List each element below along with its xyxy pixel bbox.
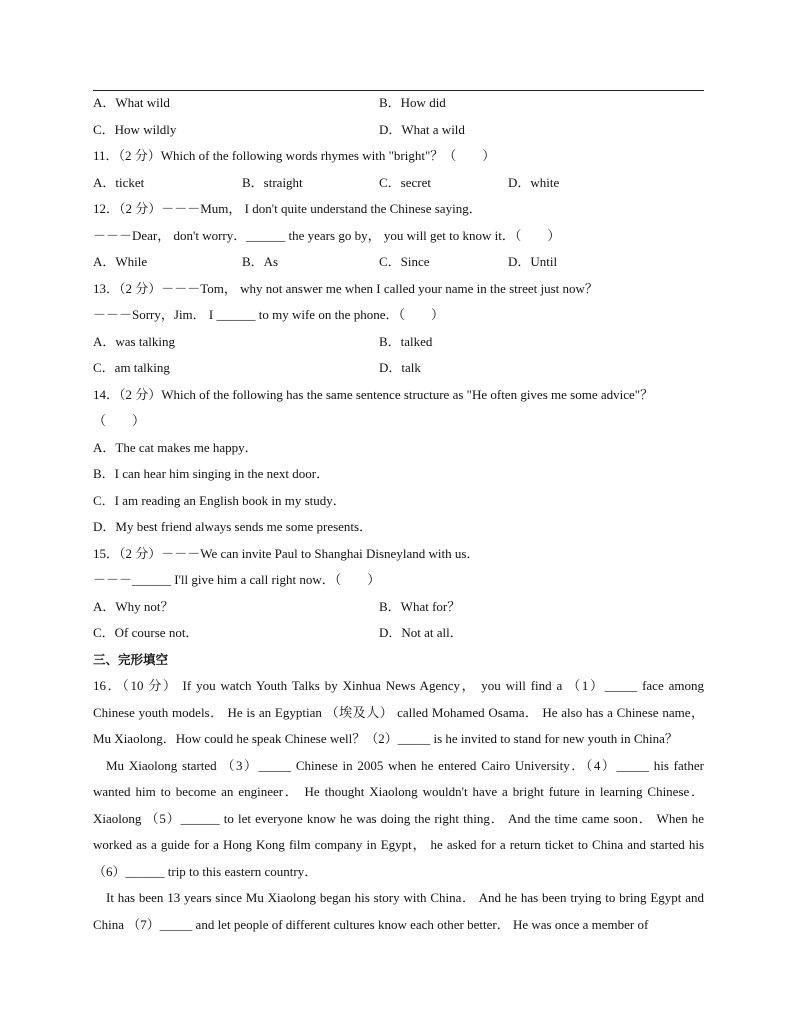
exam-page (93, 90, 704, 938)
q15-options-row2 (93, 620, 704, 647)
q14-option-d: D．My best friend always sends me some presents． (93, 519, 373, 534)
q12-option-a: A．While (93, 254, 148, 269)
q15-option-d: D．Not at all． (379, 625, 463, 640)
q14-option-b: B．I can hear him singing in the next door． (93, 466, 330, 481)
q15-options-row1 (93, 594, 704, 621)
q12-options (93, 249, 704, 276)
q10-options-row2 (93, 117, 704, 144)
q12-option-d: D．Until (508, 254, 558, 269)
q15-option-b: B．What for？ (379, 598, 461, 614)
q12-stem: 12．（2 分）－－－Mum， I don't quite understand the Chinese saying． (93, 201, 482, 216)
q12-option-c: C．Since (379, 254, 430, 269)
q13-option-b: B．talked (379, 333, 433, 349)
q16-paragraph-3: It has been 13 years since Mu Xiaolong began his story with China． And he has been trying to bring Egypt and China （7）_____ and let people of different cultures know each other better． He was once a member of (93, 890, 704, 932)
q11-stem: 11．（2 分）Which of the following words rhymes with "bright"？（ ） (93, 148, 496, 163)
q11-option-b: B．straight (242, 174, 303, 190)
section-title-cloze: 三、完形填空 (93, 651, 169, 667)
q13-stem: 13．（2 分）－－－Tom， why not answer me when I called your name in the street just now？ (93, 280, 598, 296)
q10-option-a: A．What wild (93, 95, 170, 110)
q14-stem: 14．（2 分）Which of the following has the same sentence structure as "He often gives me some advice"？ (93, 386, 654, 402)
q15-option-c: C．Of course not． (93, 625, 199, 640)
q16-paragraph-2: Mu Xiaolong started （3）_____ Chinese in 2005 when he entered Cairo University．（4）_____ his father wanted him to become an engineer． He thought Xiaolong wouldn't have a bright future in learning Chinese． Xiaolong （5）______ to let everyone know he was doing the right thing． And the time came soon． When he worked as a guide for a Hong Kong film company in Egypt， he asked for a return ticket to China and started his （6）______ trip to this eastern country． (93, 757, 704, 879)
q13-option-a: A．was talking (93, 333, 175, 349)
q13-line2: －－－Sorry，Jim． I ______ to my wife on the phone．（ ） (93, 307, 444, 322)
q15-line2: －－－______ I'll give him a call right now．（ ） (93, 572, 381, 587)
q13-option-c: C．am talking (93, 360, 170, 375)
q12-line2: －－－Dear， don't worry．______ the years go by， you will get to know it．（ ） (93, 227, 561, 243)
q14-option-c: C．I am reading an English book in my study． (93, 492, 346, 508)
q10-options-row1 (93, 90, 704, 117)
q10-option-d: D．What a wild (379, 121, 465, 137)
q14-option-a: A．The cat makes me happy． (93, 439, 258, 455)
q11-options (93, 170, 704, 197)
q16-paragraph-1: 16．（10 分） If you watch Youth Talks by Xinhua News Agency， you will find a （1）_____ face among Chinese youth models． He is an Egyptian （埃及人） called Mohamed Osama． He also has a Chinese name，Mu Xiaolong．How could he speak Chinese well？（2）_____ is he invited to stand for new youth in China？ (93, 678, 704, 746)
q13-options-row2 (93, 355, 704, 382)
q11-option-c: C．secret (379, 174, 431, 190)
q13-option-d: D．talk (379, 360, 421, 375)
q14-paren: （ ） (93, 413, 146, 428)
q15-stem: 15．（2 分）－－－We can invite Paul to Shanghai Disneyland with us． (93, 545, 480, 561)
q10-option-c: C．How wildly (93, 121, 177, 137)
q13-options-row1 (93, 329, 704, 356)
q11-option-d: D．white (508, 174, 560, 190)
q10-option-b: B．How did (379, 95, 446, 110)
q15-option-a: A．Why not？ (93, 598, 174, 614)
q11-option-a: A．ticket (93, 174, 145, 190)
q12-option-b: B．As (242, 254, 279, 269)
